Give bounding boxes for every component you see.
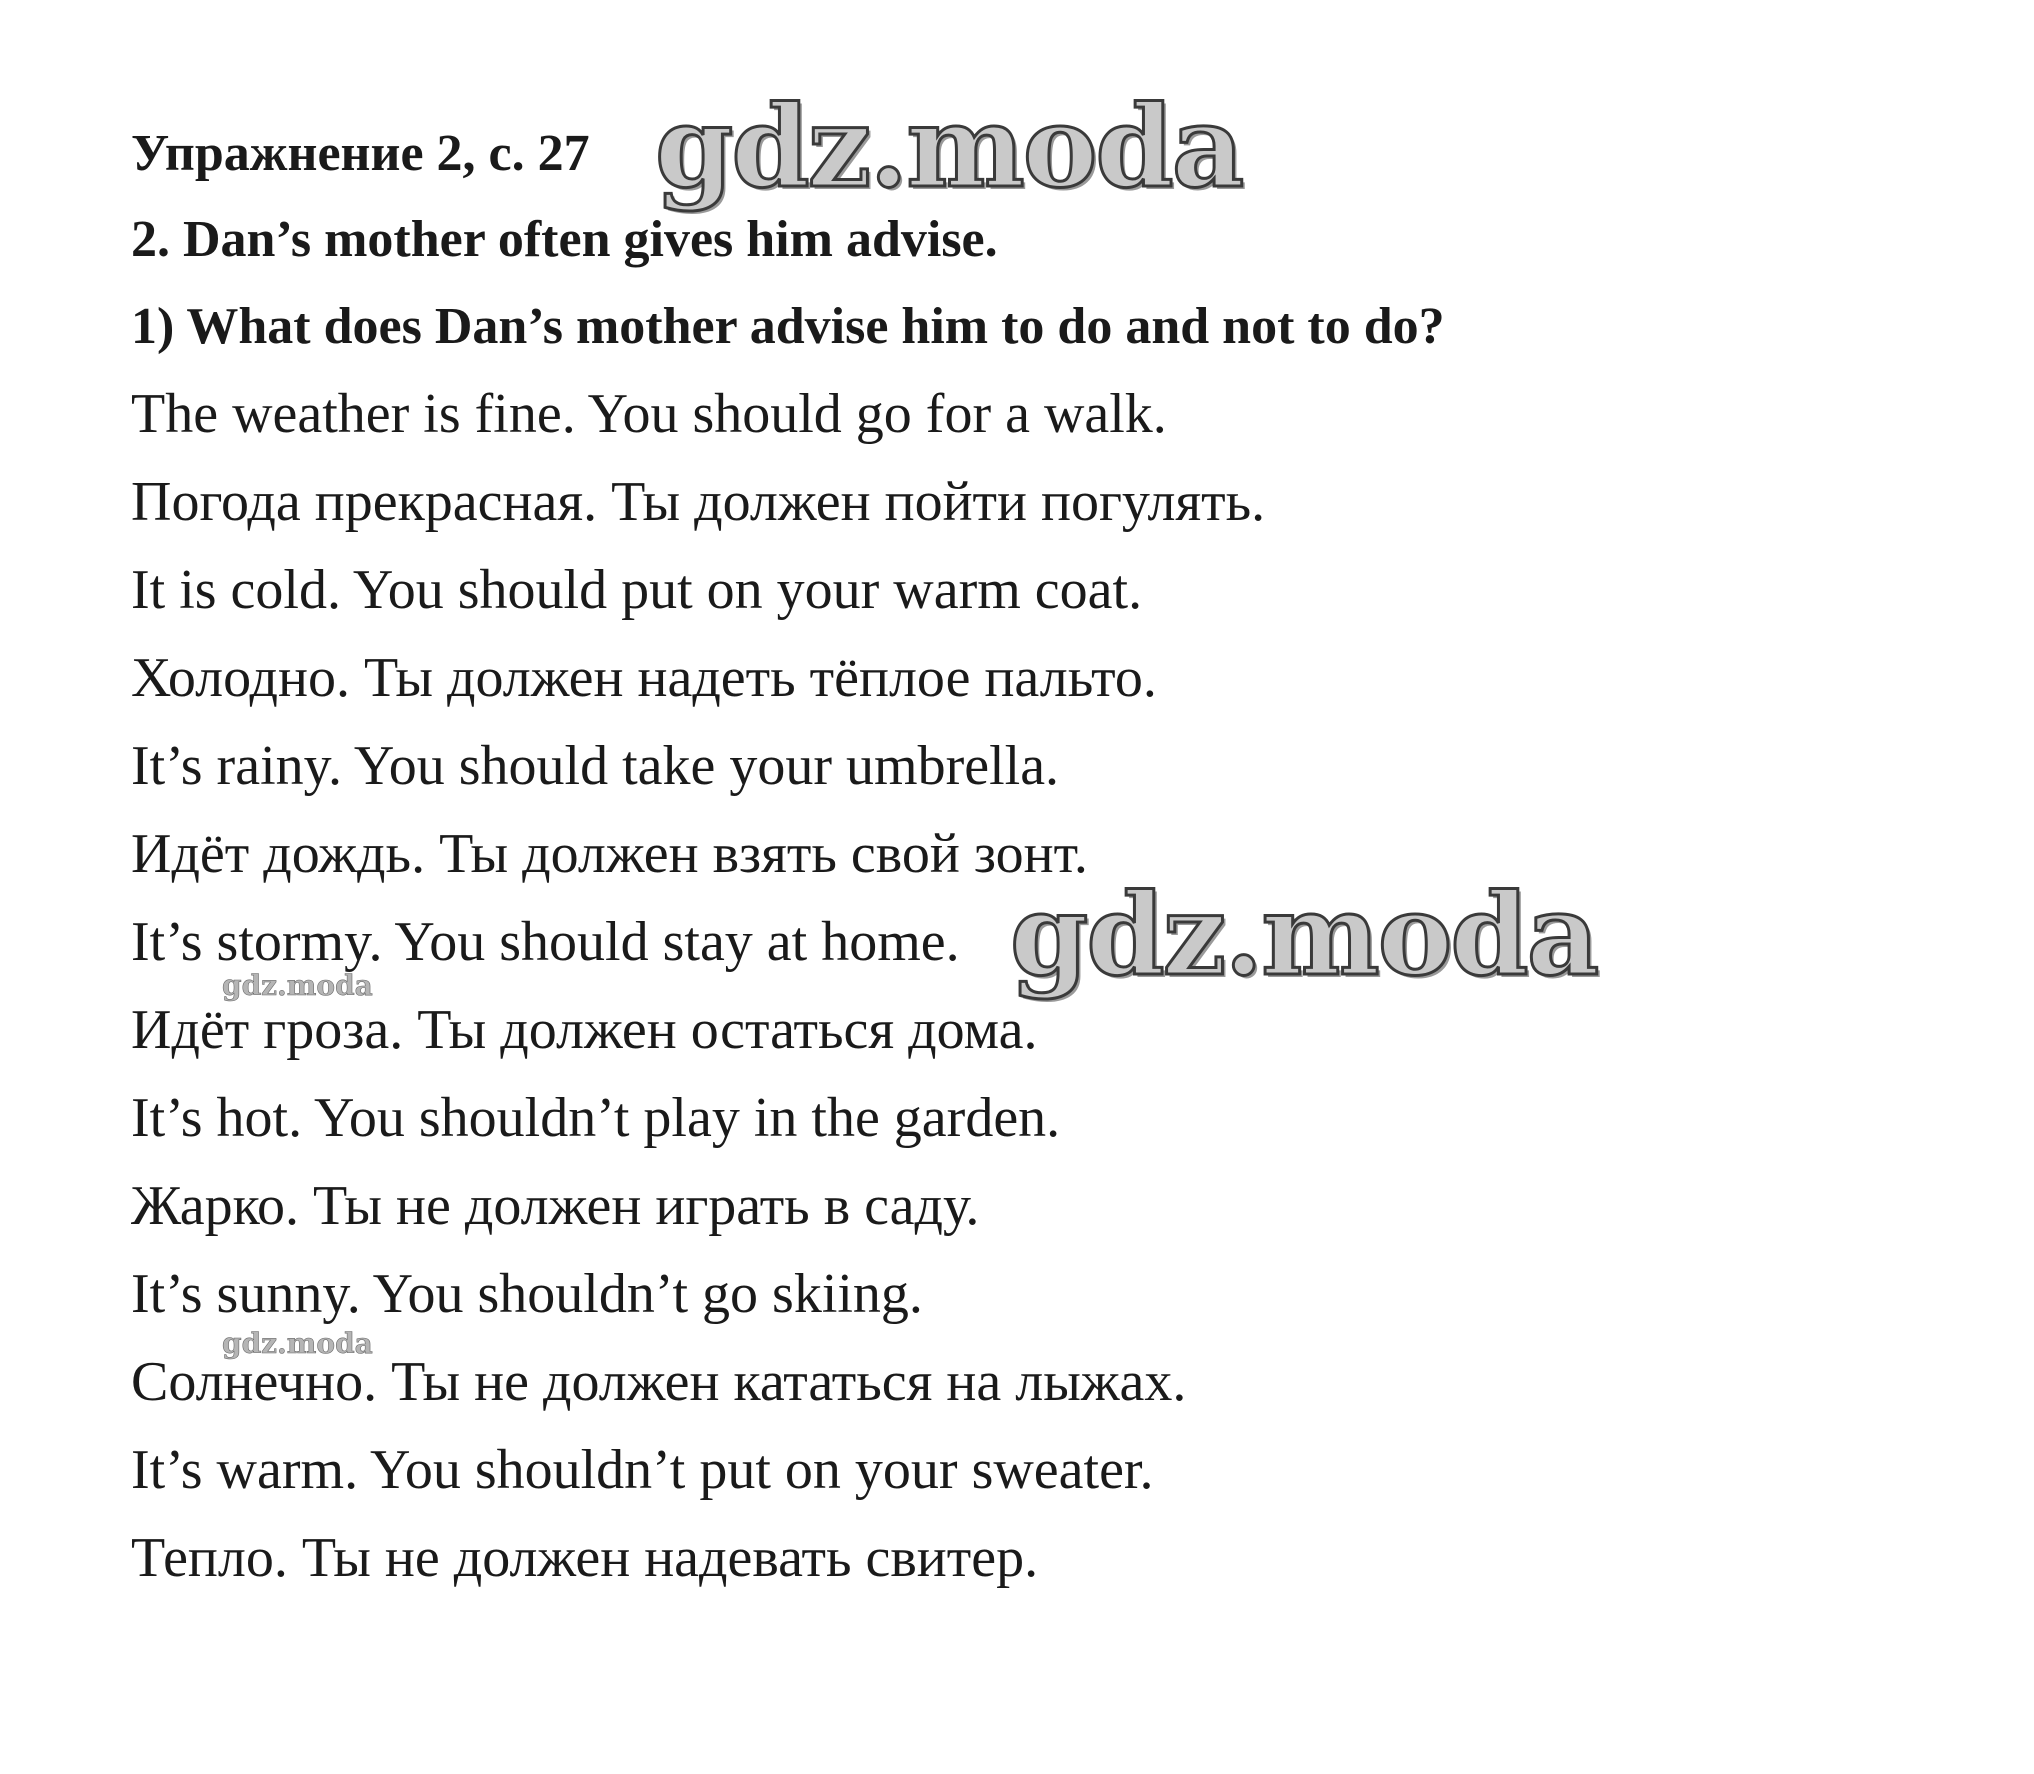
task-question: 1) What does Dan’s mother advise him to do and not to do? — [131, 298, 1445, 355]
answer-line-en: It is cold. You should put on your warm coat. — [131, 559, 1143, 621]
answer-line-ru: Тепло. Ты не должен надевать свитер. — [131, 1527, 1039, 1589]
answer-line-en: It’s warm. You shouldn’t put on your sweater. — [131, 1439, 1154, 1501]
answer-line-en: It’s stormy. You should stay at home. — [131, 911, 960, 973]
task-title: 2. Dan’s mother often gives him advise. — [131, 211, 998, 268]
answer-line-ru: Солнечно. Ты не должен кататься на лыжах. — [131, 1351, 1187, 1413]
answer-line-ru: Жарко. Ты не должен играть в саду. — [131, 1175, 980, 1237]
exercise-heading: Упражнение 2, с. 27 — [131, 125, 590, 182]
answer-line-en: The weather is fine. You should go for a walk. — [131, 383, 1167, 445]
watermark-logo: gdz.moda — [1010, 870, 1598, 1001]
answer-line-ru: Погода прекрасная. Ты должен пойти погулять. — [131, 471, 1266, 533]
answer-line-en: It’s rainy. You should take your umbrella. — [131, 735, 1060, 797]
answer-line-en: It’s hot. You shouldn’t play in the garden. — [131, 1087, 1061, 1149]
watermark-logo: gdz.moda — [655, 82, 1243, 213]
answer-line-ru: Идёт дождь. Ты должен взять свой зонт. — [131, 823, 1088, 885]
watermark-small: gdz.moda — [222, 1327, 373, 1360]
answer-line-ru: Идёт гроза. Ты должен остаться дома. — [131, 999, 1038, 1061]
answer-line-en: It’s sunny. You shouldn’t go skiing. — [131, 1263, 923, 1325]
answer-line-ru: Холодно. Ты должен надеть тёплое пальто. — [131, 647, 1157, 709]
watermark-small: gdz.moda — [222, 969, 373, 1002]
